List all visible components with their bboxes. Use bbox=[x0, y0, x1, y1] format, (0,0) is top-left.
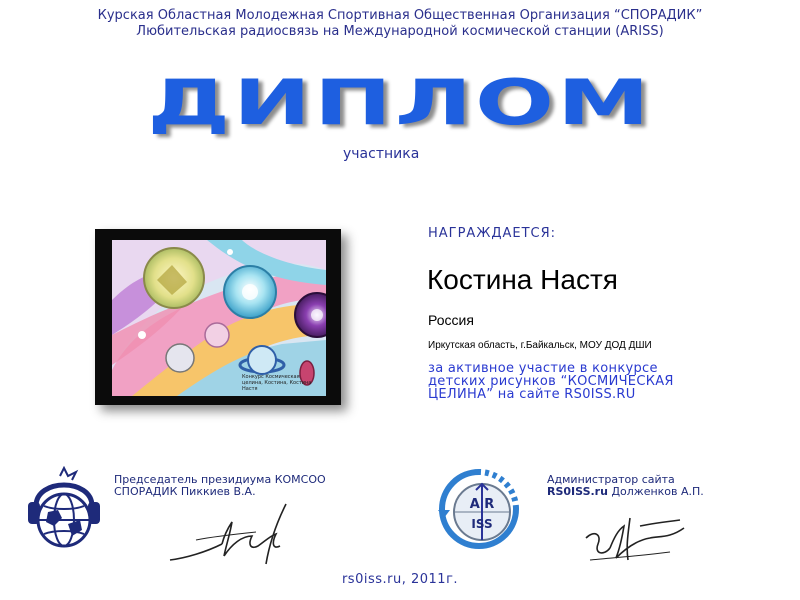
award-reason bbox=[428, 362, 768, 401]
artwork-frame bbox=[95, 229, 341, 405]
admin-line-1: Администратор сайта bbox=[547, 473, 675, 486]
admin-site: RS0ISS.ru bbox=[547, 485, 608, 498]
artwork-painting bbox=[112, 240, 326, 396]
ariss-logo-top-text: A R bbox=[469, 497, 495, 512]
admin-name: Долженков А.П. bbox=[611, 485, 704, 498]
award-reason-line-3: ЦЕЛИНА” на сайте RS0ISS.RU bbox=[428, 387, 636, 402]
awarded-label: НАГРАЖДАЕТСЯ: bbox=[428, 226, 557, 241]
globe-headphones-logo bbox=[24, 466, 104, 552]
chairman-text bbox=[114, 474, 326, 498]
ariss-logo-bottom-text: ISS bbox=[471, 517, 493, 531]
recipient-name: Костина Настя bbox=[427, 264, 618, 295]
artwork-caption: Конкурс Космическая целина, Костина, Костина Настя bbox=[242, 374, 312, 392]
header-line-1: Курская Областная Молодежная Спортивная Общественная Организация “СПОРАДИК” bbox=[97, 8, 703, 23]
chairman-line-1: Председатель президиума КОМСОО bbox=[114, 473, 326, 486]
footer: rs0iss.ru, 2011г. bbox=[341, 572, 459, 587]
recipient-country: Россия bbox=[428, 312, 474, 328]
recipient-place: Иркутская область, г.Байкальск, МОУ ДОД ДШИ bbox=[428, 340, 652, 351]
header bbox=[0, 8, 800, 40]
award-reason-line-1: за активное участие в конкурсе bbox=[428, 361, 658, 376]
ariss-logo bbox=[436, 466, 522, 552]
header-line-2: Любительская радиосвязь на Международной космической станции (ARISS) bbox=[136, 24, 664, 39]
admin-text bbox=[547, 474, 704, 498]
diploma-title: ДИПЛОМ bbox=[147, 66, 653, 139]
award-reason-line-2: детских рисунков “КОСМИЧЕСКАЯ bbox=[428, 374, 674, 389]
admin-line-2 bbox=[547, 486, 704, 498]
diploma-subtitle: участника bbox=[343, 146, 420, 162]
admin-signature bbox=[580, 508, 690, 568]
chairman-line-2: СПОРАДИК Пиккиев В.А. bbox=[114, 485, 256, 498]
artwork-image bbox=[112, 240, 326, 396]
chairman-signature bbox=[166, 500, 296, 570]
